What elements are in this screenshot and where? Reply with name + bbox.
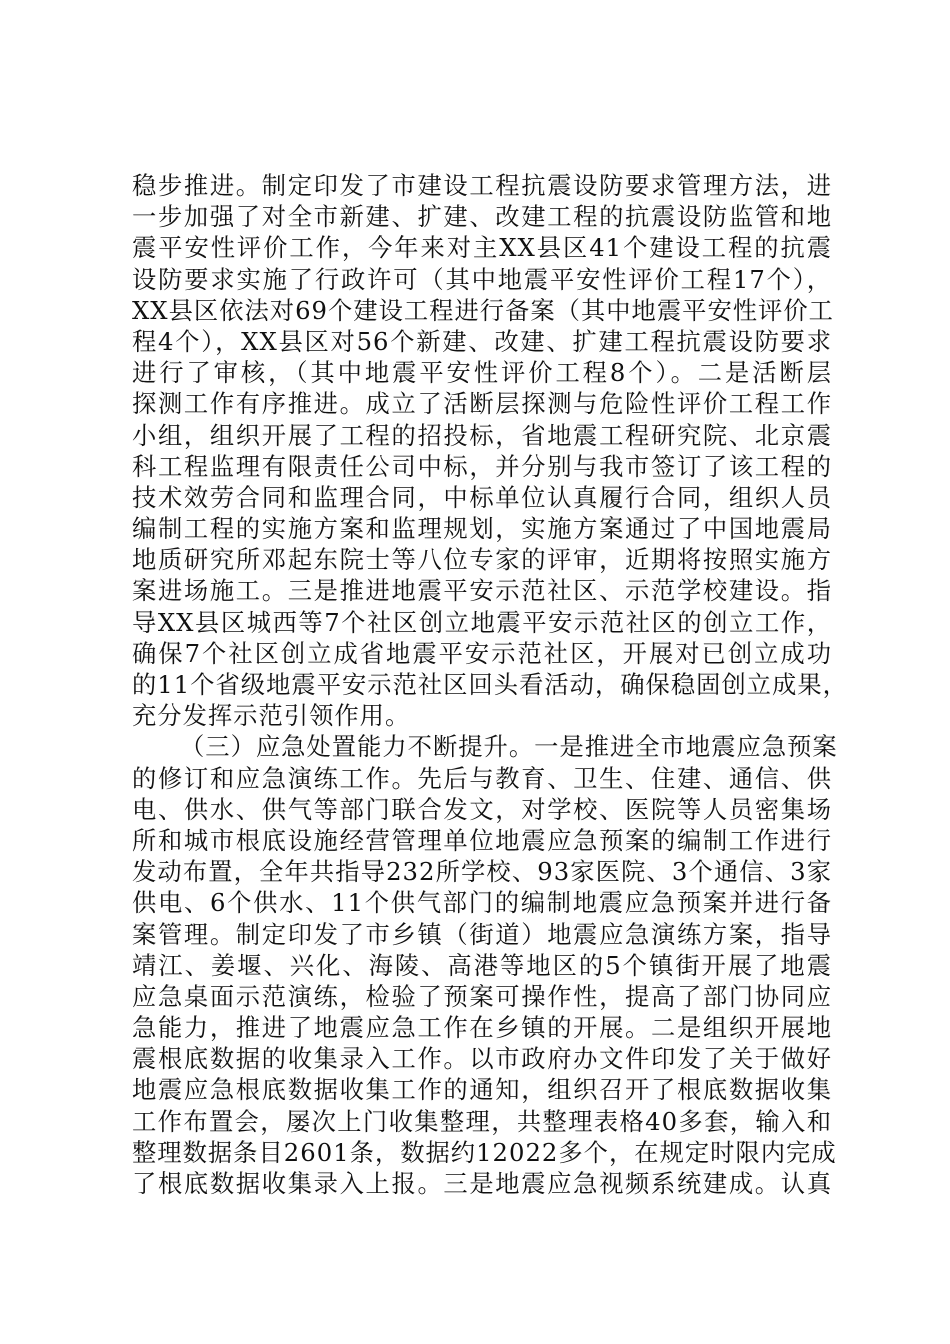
- text-line: 进行了审核，（其中地震平安性评价工程8个）。二是活断层: [132, 358, 832, 388]
- section-heading-line: （三）应急处置能力不断提升。一是推进全市地震应急预案: [180, 732, 838, 762]
- text-line: XX县区依法对69个建设工程进行备案（其中地震平安性评价工: [132, 295, 834, 325]
- text-line: 科工程监理有限责任公司中标，并分别与我市签订了该工程的: [132, 451, 832, 481]
- text-line: 技术效劳合同和监理合同，中标单位认真履行合同，组织人员: [132, 482, 832, 512]
- text-line: 震平安性评价工作，今年来对主XX县区41个建设工程的抗震: [132, 233, 832, 263]
- text-line: 震根底数据的收集录入工作。以市政府办文件印发了关于做好: [132, 1044, 832, 1074]
- text-line: 工作布置会，屡次上门收集整理，共整理表格40多套，输入和: [132, 1106, 832, 1136]
- text-line: 的修订和应急演练工作。先后与教育、卫生、住建、通信、供: [132, 763, 832, 793]
- text-line: 一步加强了对全市新建、扩建、改建工程的抗震设防监管和地: [132, 202, 832, 232]
- text-line: 电、供水、供气等部门联合发文，对学校、医院等人员密集场: [132, 794, 832, 824]
- text-line: 稳步推进。制定印发了市建设工程抗震设防要求管理方法，进: [132, 171, 832, 200]
- text-line: 应急桌面示范演练，检验了预案可操作性，提高了部门协同应: [132, 981, 832, 1011]
- paragraph-end-line: 充分发挥示范引领作用。: [132, 701, 411, 731]
- text-line: 小组，组织开展了工程的招投标，省地震工程研究院、北京震: [132, 420, 832, 450]
- text-line: 供电、6个供水、11个供气部门的编制地震应急预案并进行备: [132, 888, 832, 918]
- text-line: 整理数据条目2601条，数据约12022多个，在规定时限内完成: [132, 1137, 837, 1167]
- text-line: 程4个），XX县区对56个新建、改建、扩建工程抗震设防要求: [132, 326, 832, 356]
- text-line: 设防要求实施了行政许可（其中地震平安性评价工程17个），: [132, 264, 832, 294]
- text-line: 地震应急根底数据收集工作的通知，组织召开了根底数据收集: [132, 1075, 832, 1105]
- text-line: 急能力，推进了地震应急工作在乡镇的开展。二是组织开展地: [132, 1013, 832, 1043]
- text-line: 所和城市根底设施经营管理单位地震应急预案的编制工作进行: [132, 825, 832, 855]
- text-line: 的11个省级地震平安示范社区回头看活动，确保稳固创立成果，: [132, 670, 848, 699]
- text-line: 地质研究所邓起东院士等八位专家的评审，近期将按照实施方: [132, 545, 832, 575]
- text-line: 了根底数据收集录入上报。三是地震应急视频系统建成。认真: [132, 1169, 832, 1198]
- text-line: 确保7个社区创立成省地震平安示范社区，开展对已创立成功: [132, 638, 832, 668]
- text-line: 编制工程的实施方案和监理规划，实施方案通过了中国地震局: [132, 514, 832, 544]
- text-line: 案管理。制定印发了市乡镇（街道）地震应急演练方案，指导: [132, 919, 832, 949]
- text-line: 发动布置，全年共指导232所学校、93家医院、3个通信、3家: [132, 857, 832, 887]
- document-body: [132, 170, 848, 1199]
- text-line: 探测工作有序推进。成立了活断层探测与危险性评价工程工作: [132, 389, 832, 419]
- text-line: 案进场施工。三是推进地震平安示范社区、示范学校建设。指: [132, 576, 832, 606]
- text-line: 靖江、姜堰、兴化、海陵、高港等地区的5个镇街开展了地震: [132, 950, 832, 980]
- text-line: 导XX县区城西等7个社区创立地震平安示范社区的创立工作，: [132, 607, 832, 637]
